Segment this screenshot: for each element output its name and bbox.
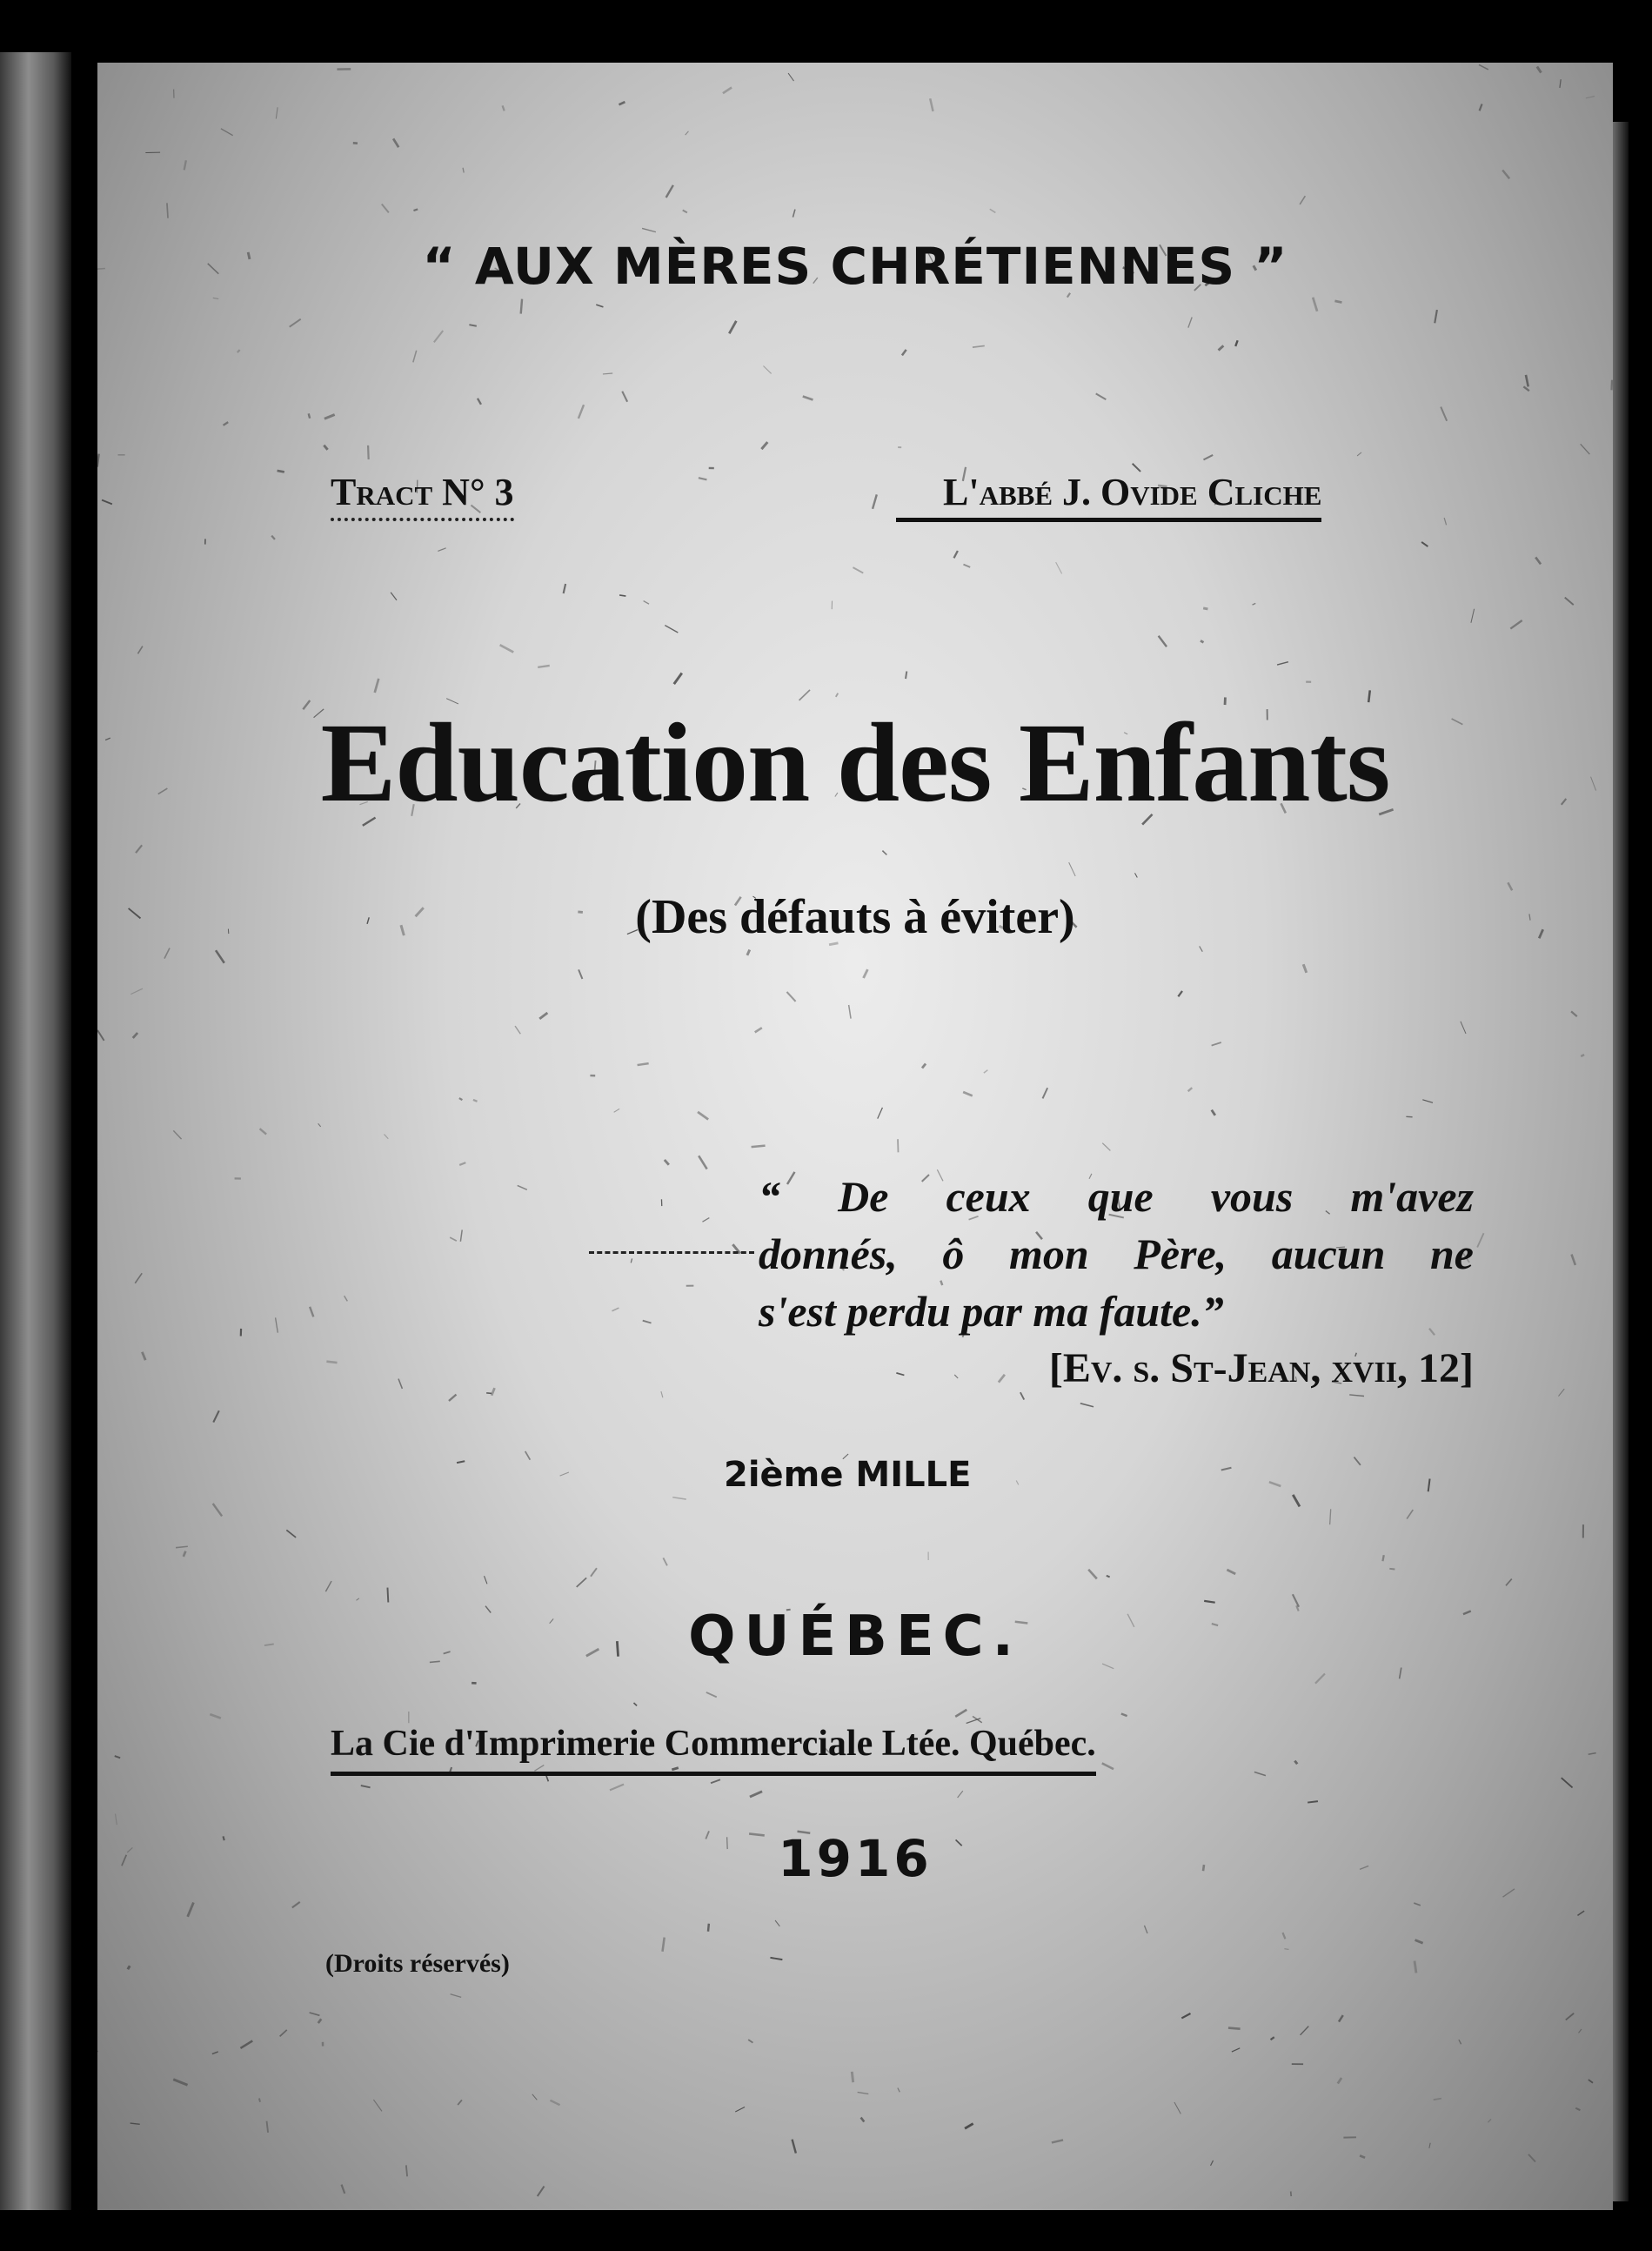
paper-fleck xyxy=(1444,518,1446,525)
paper-fleck xyxy=(224,422,229,425)
paper-fleck xyxy=(213,1410,219,1422)
paper-fleck xyxy=(954,551,958,558)
paper-fleck xyxy=(1232,2048,1240,2052)
paper-fleck xyxy=(515,1026,520,1034)
paper-fleck xyxy=(1612,380,1613,391)
paper-fleck xyxy=(1334,301,1341,303)
paper-fleck xyxy=(564,584,565,593)
paper-fleck xyxy=(1435,310,1437,323)
paper-fleck xyxy=(1422,1100,1433,1103)
paper-fleck xyxy=(373,2100,382,2111)
paper-fleck xyxy=(271,536,275,539)
paper-fleck xyxy=(326,1362,337,1363)
paper-fleck xyxy=(391,593,397,600)
paper-fleck xyxy=(1178,991,1182,996)
paper-fleck xyxy=(1212,1042,1221,1046)
paper-fleck xyxy=(538,2187,545,2197)
paper-fleck xyxy=(1506,1579,1512,1586)
paper-fleck xyxy=(1254,1772,1266,1775)
paper-fleck xyxy=(711,1779,720,1783)
paper-fleck xyxy=(1414,1903,1421,1906)
paper-fleck xyxy=(115,1756,120,1758)
paper-fleck xyxy=(458,2100,462,2105)
paper-fleck xyxy=(1300,196,1305,204)
paper-fleck xyxy=(136,845,142,853)
paper-fleck xyxy=(286,1530,296,1538)
paper-fleck xyxy=(955,1710,966,1717)
paper-fleck xyxy=(97,1030,104,1041)
paper-fleck xyxy=(1174,2102,1180,2114)
paper-fleck xyxy=(278,471,284,472)
paper-fleck xyxy=(686,131,689,135)
paper-fleck xyxy=(1526,375,1528,387)
paper-fleck xyxy=(310,1307,313,1317)
paper-fleck xyxy=(384,1134,388,1138)
paper-fleck xyxy=(318,2019,322,2023)
paper-fleck xyxy=(723,87,732,93)
paper-fleck xyxy=(861,2118,865,2122)
paper-fleck xyxy=(793,210,795,218)
paper-fleck xyxy=(290,319,301,327)
paper-fleck xyxy=(463,168,464,173)
paper-fleck xyxy=(210,1714,221,1718)
paper-fleck xyxy=(622,392,627,402)
publication-year: 1916 xyxy=(778,1829,933,1888)
paper-fleck xyxy=(1253,603,1256,605)
paper-fleck xyxy=(459,1098,463,1100)
paper-fleck xyxy=(276,1317,278,1332)
paper-fleck xyxy=(1588,2080,1593,2083)
paper-fleck xyxy=(469,325,476,326)
paper-fleck xyxy=(729,321,736,333)
paper-fleck xyxy=(164,948,170,958)
paper-fleck xyxy=(878,1108,883,1119)
paper-fleck xyxy=(1016,1480,1019,1484)
paper-fleck xyxy=(324,414,335,419)
paper-fleck xyxy=(459,1162,465,1165)
paper-fleck xyxy=(130,988,143,994)
paper-fleck xyxy=(130,2123,140,2124)
paper-fleck xyxy=(1428,1479,1430,1492)
paper-fleck xyxy=(1228,2028,1241,2029)
paper-fleck xyxy=(763,366,771,374)
paper-fleck xyxy=(672,1497,686,1499)
paper-fleck xyxy=(836,693,838,697)
paper-fleck xyxy=(1488,2119,1491,2122)
paper-fleck xyxy=(1477,1233,1483,1247)
paper-fleck xyxy=(579,405,584,419)
paper-fleck xyxy=(1566,2013,1574,2020)
paper-fleck xyxy=(259,2099,260,2102)
paper-fleck xyxy=(619,102,625,104)
paper-fleck xyxy=(560,1472,569,1476)
author-name: L'abbé J. Ovide Cliche xyxy=(896,470,1321,522)
paper-fleck xyxy=(393,138,398,147)
paper-fleck xyxy=(1291,2191,1292,2196)
paper-fleck xyxy=(1471,609,1475,623)
paper-fleck xyxy=(1588,1753,1596,1755)
paper-fleck xyxy=(750,1792,762,1797)
paper-fleck xyxy=(1144,1926,1147,1933)
paper-fleck xyxy=(116,1814,117,1826)
paper-fleck xyxy=(539,1013,547,1019)
paper-fleck xyxy=(216,950,224,963)
paper-fleck xyxy=(852,2072,853,2082)
paper-fleck xyxy=(873,494,877,508)
paper-fleck xyxy=(1339,2015,1343,2022)
paper-fleck xyxy=(500,645,514,652)
paper-fleck xyxy=(434,331,443,342)
paper-fleck xyxy=(963,1092,973,1095)
paper-fleck xyxy=(1581,1055,1584,1056)
paper-fleck xyxy=(579,969,582,979)
paper-fleck xyxy=(1203,608,1207,609)
paper-fleck xyxy=(438,548,445,552)
paper-fleck xyxy=(747,949,750,955)
paper-fleck xyxy=(1415,1940,1423,1944)
paper-fleck xyxy=(1235,340,1237,346)
paper-fleck xyxy=(1441,407,1447,421)
paper-fleck xyxy=(518,1185,527,1189)
paper-fleck xyxy=(902,350,906,356)
paper-fleck xyxy=(457,1461,465,1463)
paper-fleck xyxy=(460,1229,462,1241)
paper-fleck xyxy=(532,2094,537,2100)
paper-fleck xyxy=(1088,1570,1097,1579)
paper-fleck xyxy=(188,1902,194,1916)
paper-fleck xyxy=(666,185,673,198)
paper-fleck xyxy=(1303,964,1307,973)
paper-fleck xyxy=(1571,1255,1575,1265)
paper-fleck xyxy=(1480,104,1482,111)
paper-fleck xyxy=(213,1504,222,1516)
paper-fleck xyxy=(1528,2154,1535,2162)
paper-fleck xyxy=(267,2121,269,2133)
paper-fleck xyxy=(344,1296,348,1301)
adjacent-page-strip xyxy=(0,52,71,2210)
paper-fleck xyxy=(521,299,522,314)
paper-fleck xyxy=(1188,1088,1193,1091)
paper-fleck xyxy=(596,305,603,307)
page-edge-shadow xyxy=(1613,122,1629,2201)
paper-fleck xyxy=(1577,1911,1584,1915)
paper-fleck xyxy=(212,2052,218,2054)
paper-fleck xyxy=(1121,1714,1127,1717)
paper-fleck xyxy=(1502,1889,1515,1897)
paper-fleck xyxy=(930,98,933,111)
paper-fleck xyxy=(1159,636,1167,646)
paper-fleck xyxy=(1102,1763,1114,1769)
paper-fleck xyxy=(770,1958,782,1960)
paper-fleck xyxy=(793,2140,796,2154)
paper-fleck xyxy=(1069,862,1075,876)
paper-fleck xyxy=(1221,1468,1232,1471)
paper-fleck xyxy=(184,160,186,170)
paper-fleck xyxy=(1581,444,1590,454)
paper-fleck xyxy=(1586,97,1595,98)
paper-fleck xyxy=(375,679,379,693)
paper-fleck xyxy=(1315,1673,1325,1683)
paper-fleck xyxy=(1102,1143,1110,1151)
paper-fleck xyxy=(1575,2108,1580,2111)
cover-page xyxy=(97,63,1613,2210)
paper-fleck xyxy=(184,1551,186,1557)
paper-fleck xyxy=(642,228,656,231)
paper-fleck xyxy=(1479,64,1488,69)
paper-fleck xyxy=(97,454,99,467)
subtitle: (Des défauts à éviter) xyxy=(635,890,1075,944)
paper-fleck xyxy=(1107,1576,1110,1578)
paper-fleck xyxy=(1415,1961,1416,1973)
paper-fleck xyxy=(922,1064,926,1069)
paper-fleck xyxy=(356,1598,358,1601)
paper-fleck xyxy=(1080,1404,1094,1407)
epigraph-citation: [Ev. s. St-Jean, xvii, 12] xyxy=(1048,1345,1474,1391)
paper-fleck xyxy=(708,1924,709,1932)
paper-fleck xyxy=(665,1160,669,1165)
paper-fleck xyxy=(1204,1601,1215,1603)
paper-fleck xyxy=(973,345,985,347)
epigraph-line: s'est perdu par ma faute.” xyxy=(759,1287,1224,1336)
paper-fleck xyxy=(643,1321,652,1323)
paper-fleck xyxy=(1354,1457,1360,1465)
paper-fleck xyxy=(699,1156,707,1169)
edition-note: 2ième MILLE xyxy=(724,1455,972,1495)
paper-fleck xyxy=(1200,946,1203,951)
paper-fleck xyxy=(1421,542,1428,546)
paper-fleck xyxy=(309,413,310,418)
paper-fleck xyxy=(661,1391,663,1397)
paper-fleck xyxy=(610,1785,624,1791)
paper-fleck xyxy=(644,601,649,605)
paper-fleck xyxy=(1510,620,1522,629)
paper-fleck xyxy=(1560,79,1561,88)
paper-fleck xyxy=(1389,1569,1395,1570)
paper-fleck xyxy=(761,442,767,449)
paper-fleck xyxy=(1212,1110,1215,1115)
paper-fleck xyxy=(963,565,970,567)
paper-fleck xyxy=(525,1451,531,1460)
paper-fleck xyxy=(735,2107,745,2112)
paper-fleck xyxy=(167,203,168,218)
rights-notice: (Droits réservés) xyxy=(325,1949,510,1978)
paper-fleck xyxy=(135,1273,142,1283)
paper-fleck xyxy=(538,666,550,667)
epigraph-line: donnés, ô mon Père, aucun ne xyxy=(759,1229,1474,1278)
paper-fleck xyxy=(984,1070,988,1073)
paper-fleck xyxy=(1571,1011,1577,1016)
paper-fleck xyxy=(1461,1022,1466,1034)
paper-fleck xyxy=(1282,1933,1285,1939)
paper-fleck xyxy=(240,2040,252,2048)
paper-fleck xyxy=(1188,318,1192,328)
paper-fleck xyxy=(176,1546,188,1547)
paper-fleck xyxy=(973,1717,982,1723)
paper-fleck xyxy=(478,399,481,405)
paper-fleck xyxy=(882,851,886,855)
paper-fleck xyxy=(663,1558,667,1565)
series-title: “ AUX MÈRES CHRÉTIENNES ” xyxy=(422,237,1288,296)
paper-fleck xyxy=(1201,640,1204,642)
paper-fleck xyxy=(382,204,389,213)
paper-fleck xyxy=(1537,67,1542,73)
paper-fleck xyxy=(786,992,795,1002)
paper-fleck xyxy=(1382,1555,1383,1561)
paper-fleck xyxy=(503,105,505,111)
paper-fleck xyxy=(1523,386,1529,391)
paper-fleck xyxy=(260,1129,267,1134)
paper-fleck xyxy=(1269,1482,1281,1486)
paper-fleck xyxy=(221,129,233,136)
paper-fleck xyxy=(1407,1510,1413,1519)
paper-fleck xyxy=(342,2185,345,2194)
paper-fleck xyxy=(619,595,625,596)
paper-fleck xyxy=(1338,2078,1341,2083)
paper-fleck xyxy=(1308,1801,1318,1802)
paper-fleck xyxy=(1277,662,1288,665)
paper-fleck xyxy=(173,2080,187,2086)
paper-fleck xyxy=(858,2093,869,2094)
paper-fleck xyxy=(361,1785,371,1787)
paper-fleck xyxy=(310,2013,320,2015)
paper-fleck xyxy=(1579,2029,1582,2033)
paper-fleck xyxy=(133,1033,137,1038)
paper-fleck xyxy=(237,350,240,352)
paper-fleck xyxy=(1181,2013,1190,2018)
paper-fleck xyxy=(748,2040,752,2043)
paper-fleck xyxy=(1357,452,1361,456)
paper-fleck xyxy=(990,209,996,212)
paper-fleck xyxy=(173,1130,181,1139)
paper-fleck xyxy=(102,500,112,505)
paper-fleck xyxy=(702,1218,709,1223)
paper-fleck xyxy=(663,1938,665,1952)
paper-fleck xyxy=(958,1791,963,1798)
paper-fleck xyxy=(324,446,327,450)
paper-fleck xyxy=(368,446,369,459)
paper-fleck xyxy=(492,1388,494,1396)
paper-fleck xyxy=(292,1902,300,1908)
paper-fleck xyxy=(1227,1570,1235,1574)
paper-fleck xyxy=(1052,2140,1063,2142)
paper-fleck xyxy=(775,1920,779,1926)
epigraph-rule xyxy=(589,1251,754,1254)
paper-fleck xyxy=(1203,455,1213,459)
paper-fleck xyxy=(1135,873,1138,877)
paper-fleck xyxy=(788,73,793,81)
paper-fleck xyxy=(665,626,678,633)
paper-fleck xyxy=(406,2165,407,2176)
paper-fleck xyxy=(473,1100,478,1102)
paper-fleck xyxy=(128,1966,130,1969)
paper-fleck xyxy=(755,1028,762,1032)
paper-fleck xyxy=(1293,1495,1300,1507)
paper-fleck xyxy=(450,1237,457,1241)
paper-fleck xyxy=(631,1258,632,1263)
paper-fleck xyxy=(1284,1949,1288,1950)
paper-fleck xyxy=(1330,1509,1331,1524)
paper-fleck xyxy=(1043,1088,1048,1098)
paper-fleck xyxy=(1535,557,1541,564)
paper-fleck xyxy=(1562,1778,1573,1787)
paper-fleck xyxy=(1400,1668,1401,1679)
tract-number: Tract N° 3 xyxy=(331,470,514,521)
paper-fleck xyxy=(1558,1389,1564,1396)
epigraph xyxy=(759,1168,1474,1397)
paper-fleck xyxy=(591,1568,597,1577)
paper-fleck xyxy=(413,351,417,363)
epigraph-line: “ De ceux que vous m'avez xyxy=(759,1172,1474,1221)
paper-fleck xyxy=(550,2100,559,2105)
paper-fleck xyxy=(683,211,687,213)
paper-fleck xyxy=(1429,2143,1430,2148)
paper-fleck xyxy=(853,567,863,573)
paper-fleck xyxy=(325,1581,331,1591)
paper-fleck xyxy=(699,478,707,479)
paper-fleck xyxy=(1313,298,1317,312)
paper-fleck xyxy=(1434,2099,1441,2100)
paper-fleck xyxy=(603,373,612,374)
paper-fleck xyxy=(1219,345,1224,350)
paper-fleck xyxy=(612,1308,619,1311)
paper-fleck xyxy=(633,1703,637,1705)
printer-imprint: La Cie d'Imprimerie Commerciale Ltée. Québec. xyxy=(331,1723,1096,1776)
paper-fleck xyxy=(318,1123,321,1127)
paper-fleck xyxy=(614,1109,619,1112)
paper-fleck xyxy=(485,1576,487,1584)
paper-fleck xyxy=(698,1112,708,1120)
paper-fleck xyxy=(638,1063,649,1065)
paper-fleck xyxy=(1096,393,1107,399)
paper-fleck xyxy=(1271,2037,1274,2040)
paper-fleck xyxy=(1301,2027,1309,2035)
paper-fleck xyxy=(1360,2155,1365,2157)
paper-fleck xyxy=(849,1005,851,1019)
paper-fleck xyxy=(142,1352,145,1360)
main-title: Education des Enfants xyxy=(320,700,1390,826)
paper-fleck xyxy=(1056,562,1062,573)
paper-fleck xyxy=(1502,170,1509,178)
paper-fleck xyxy=(898,2088,900,2093)
paper-fleck xyxy=(706,1692,717,1697)
paper-fleck xyxy=(387,1588,388,1603)
paper-fleck xyxy=(137,646,142,654)
paper-fleck xyxy=(1294,1761,1297,1765)
paper-fleck xyxy=(451,1994,462,1998)
paper-fleck xyxy=(577,1578,586,1586)
paper-fleck xyxy=(803,397,813,400)
paper-fleck xyxy=(398,1379,402,1389)
paper-fleck xyxy=(449,1395,457,1401)
paper-fleck xyxy=(1565,598,1574,605)
paper-fleck xyxy=(1459,2040,1461,2044)
paper-fleck xyxy=(413,209,418,211)
paper-fleck xyxy=(674,673,682,684)
paper-fleck xyxy=(276,107,278,118)
paper-fleck xyxy=(752,1146,766,1147)
paper-fleck xyxy=(1211,2161,1214,2166)
paper-fleck xyxy=(280,2030,287,2037)
paper-fleck xyxy=(965,2124,973,2129)
paper-fleck xyxy=(864,969,868,978)
publication-city: QUÉBEC. xyxy=(688,1605,1022,1669)
